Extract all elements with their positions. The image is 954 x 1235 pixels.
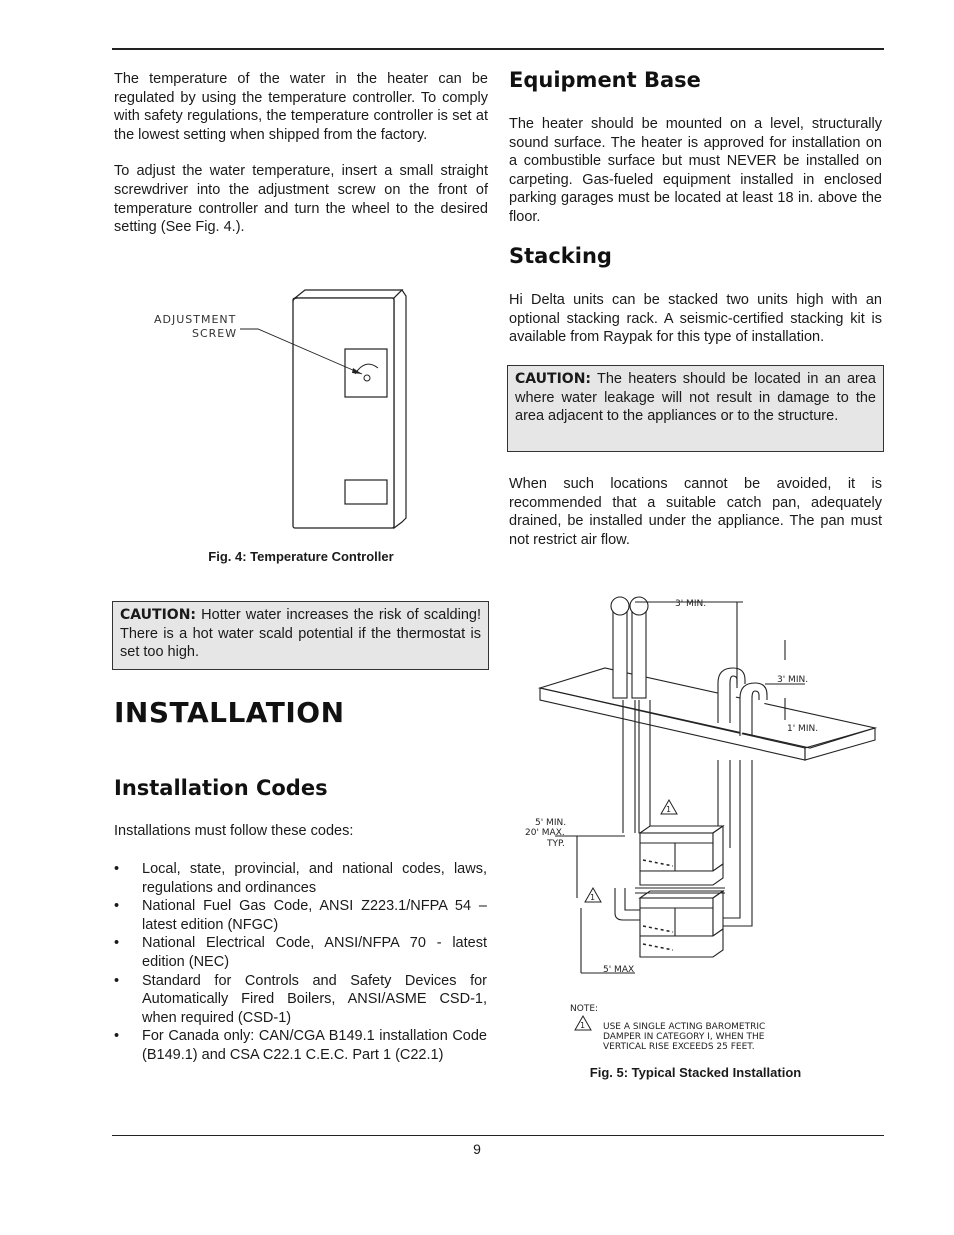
fig5-caption: Fig. 5: Typical Stacked Installation — [589, 1065, 802, 1080]
svg-text:1: 1 — [666, 805, 672, 814]
installation-codes-heading: Installation Codes — [114, 776, 328, 800]
catch-pan-paragraph: When such locations cannot be avoided, it is recommended that a suitable catch pan, adequately drained, be installed under the appliance. The pan must not restrict air flow. — [509, 476, 882, 548]
list-item: • National Electrical Code, ANSI/NFPA 70 - latest edition (NEC) — [114, 935, 487, 970]
stacking-paragraph: Hi Delta units can be stacked two units high with an optional stacking rack. A seismic-certified stacking kit is available from Raypak for this type of installation. — [509, 292, 882, 346]
list-item: • Standard for Controls and Safety Devices for Automatically Fired Boilers, ANSI/ASME CSD-1, when required (CSD-1) — [114, 972, 487, 1026]
note-line3: VERTICAL RISE EXCEEDS 25 FEET. — [603, 1042, 755, 1052]
caution-label: CAUTION: — [515, 371, 592, 387]
svg-text:1: 1 — [580, 1021, 586, 1030]
adjustment-label-line2: SCREW — [192, 327, 238, 340]
page-number: 9 — [473, 1141, 481, 1157]
note-line2: DAMPER IN CATEGORY I, WHEN THE — [603, 1032, 765, 1042]
temperature-paragraph: The temperature of the water in the heater can be regulated by using the temperature controller. To comply with safety regulations, the temperature controller is set at the lowest setting when shipped from the factory. — [114, 71, 488, 143]
list-item: • National Fuel Gas Code, ANSI Z223.1/NFPA 54 – latest edition (NFGC) — [114, 898, 487, 933]
fig4-caption: Fig. 4: Temperature Controller — [208, 549, 394, 564]
dim-20max: 20' MAX. — [525, 828, 565, 838]
dim-typ: TYP. — [547, 839, 565, 849]
svg-text:1: 1 — [590, 893, 596, 902]
dim-1min: 1' MIN. — [787, 724, 819, 734]
list-item: • For Canada only: CAN/CGA B149.1 installation Code (B149.1) and CSA C22.1 C.E.C. Part 1 (C22.1) — [114, 1028, 487, 1063]
stacked-installation-figure — [515, 588, 885, 1058]
adjust-paragraph: To adjust the water temperature, insert a small straight screwdriver into the adjustment screw on the front of temperature controller and turn the wheel to the desired setting (See Fig. 4.). — [114, 163, 488, 236]
header-rule — [112, 48, 884, 50]
stacking-heading: Stacking — [509, 244, 612, 268]
caution-label: CAUTION: — [120, 607, 197, 623]
note-label: NOTE: — [570, 1004, 599, 1014]
adjustment-label-line1: ADJUSTMENT — [154, 313, 237, 326]
left-column — [114, 70, 488, 237]
codes-intro: Installations must follow these codes: — [114, 823, 354, 839]
caution-text: The heaters should be located in an area where water leakage will not result in damage to the area adjacent to the appliances or to the structure. — [515, 371, 876, 425]
dim-5min: 5' MIN. — [535, 818, 567, 828]
codes-list — [114, 860, 487, 1065]
caution-box-scald — [112, 601, 489, 670]
footer-rule — [112, 1135, 884, 1136]
equipment-base-paragraph: The heater should be mounted on a level, structurally sound surface. The heater is approved for installation on a combustible surface but must NEVER be installed on carpeting. Gas-fueled equipment installed in enclosed parking garages must be located at least 18 in. above the floor. — [509, 116, 882, 225]
caution-box-leakage — [507, 365, 884, 452]
note-line1: USE A SINGLE ACTING BAROMETRIC — [603, 1022, 766, 1032]
dim-5max: 5' MAX — [603, 965, 635, 975]
dim-3min-top: 3' MIN. — [675, 599, 707, 609]
caution-text: Hotter water increases the risk of scalding! There is a hot water scald potential if the thermostat is set too high. — [120, 607, 482, 661]
temperature-controller-figure — [140, 282, 440, 532]
equipment-base-heading: Equipment Base — [509, 68, 701, 92]
dim-3min-right: 3' MIN. — [777, 675, 809, 685]
installation-heading: INSTALLATION — [114, 696, 345, 729]
list-item: • Local, state, provincial, and national codes, laws, regulations and ordinances — [114, 861, 487, 896]
